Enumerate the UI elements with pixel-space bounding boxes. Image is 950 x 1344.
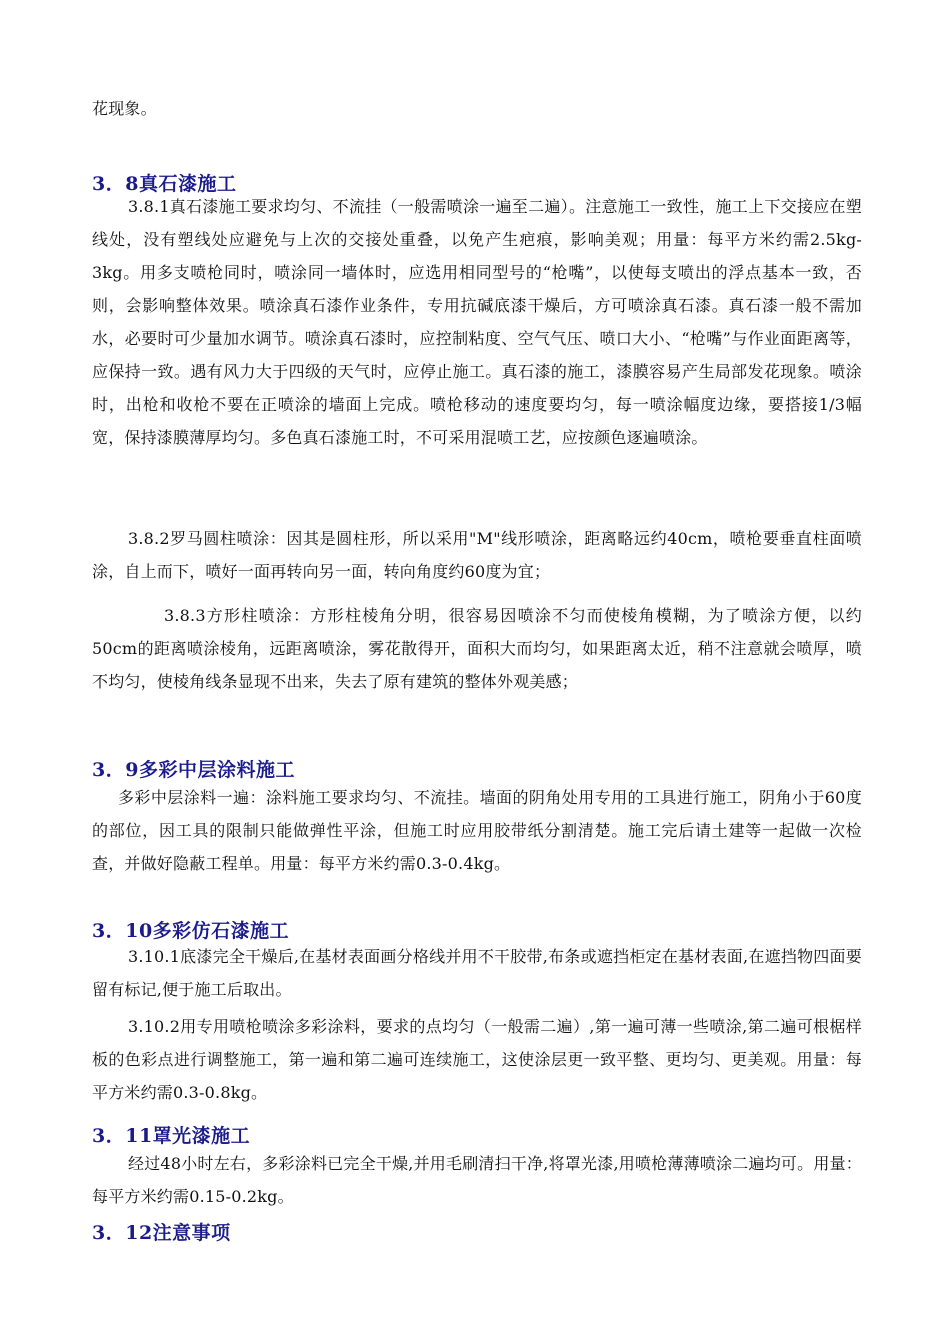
section-heading-3-11: 3．11罩光漆施工	[92, 1125, 251, 1147]
paragraph-3-9: 多彩中层涂料一遍：涂料施工要求均匀、不流挂。墙面的阴角处用专用的工具进行施工，阴角小于60度的部位，因工具的限制只能做弹性平涂，但施工时应用胶带纸分割清楚。施工完后请土建等一起做一次检查，并做好隐蔽工程单。用量：每平方米约需0.3-0.4kg。	[92, 788, 862, 873]
paragraph-3-11: 经过48小时左右，多彩涂料已完全干燥,并用毛刷清扫干净,将罩光漆,用喷枪薄薄喷涂二遍均可。用量：每平方米约需0.15-0.2kg。	[92, 1154, 862, 1206]
section-heading-3-8: 3．8真石漆施工	[92, 173, 237, 195]
paragraph-3-10-1: 3.10.1底漆完全干燥后,在基材表面画分格线并用不干胶带,布条或遮挡柜定在基材表面,在遮挡物四面要留有标记,便于施工后取出。	[92, 947, 862, 999]
paragraph-3-10-2: 3.10.2用专用喷枪喷涂多彩涂料，要求的点均匀（一般需二遍）,第一遍可薄一些喷涂,第二遍可根椐样板的色彩点进行调整施工，第一遍和第二遍可连续施工，这使涂层更一致平整、更均匀、更美观。用量：每平方米约需0.3-0.8kg。	[92, 1017, 862, 1102]
section-heading-3-12: 3．12注意事项	[92, 1222, 231, 1244]
section-heading-3-10: 3．10多彩仿石漆施工	[92, 920, 290, 942]
section-heading-3-9: 3．9多彩中层涂料施工	[92, 759, 295, 781]
paragraph-3-8-2: 3.8.2罗马圆柱喷涂：因其是圆柱形，所以采用"M"线形喷涂，距离略远约40cm，喷枪要垂直柱面喷涂，自上而下，喷好一面再转向另一面，转向角度约60度为宜；	[92, 529, 862, 581]
continuation-text: 花现象。	[92, 99, 157, 118]
paragraph-3-8-3: 3.8.3方形柱喷涂：方形柱棱角分明，很容易因喷涂不匀而使棱角模糊，为了喷涂方便，以约50cm的距离喷涂棱角，远距离喷涂，雾花散得开，面积大而均匀，如果距离太近，稍不注意就会喷厚，喷不均匀，使棱角线条显现不出来，失去了原有建筑的整体外观美感；	[92, 606, 862, 691]
paragraph-3-8-1: 3.8.1真石漆施工要求均匀、不流挂（一般需喷涂一遍至二遍）。注意施工一致性，施工上下交接应在塑线处，没有塑线处应避免与上次的交接处重叠，以免产生疤痕，影响美观；用量：每平方米约需2.5kg-3kg。用多支喷枪同时，喷涂同一墙体时，应选用相同型号的“枪嘴”，以使每支喷出的浮点基本一致，否则，会影响整体效果。喷涂真石漆作业条件，专用抗碱底漆干燥后，方可喷涂真石漆。真石漆一般不需加水，必要时可少量加水调节。喷涂真石漆时，应控制粘度、空气气压、喷口大小、“枪嘴”与作业面距离等，应保持一致。遇有风力大于四级的天气时，应停止施工。真石漆的施工，漆膜容易产生局部发花现象。喷涂时，出枪和收枪不要在正喷涂的墙面上完成。喷枪移动的速度要均匀，每一喷涂幅度边缘，要搭接1/3幅宽，保持漆膜薄厚均匀。多色真石漆施工时，不可采用混喷工艺，应按颜色逐遍喷涂。	[92, 197, 862, 447]
